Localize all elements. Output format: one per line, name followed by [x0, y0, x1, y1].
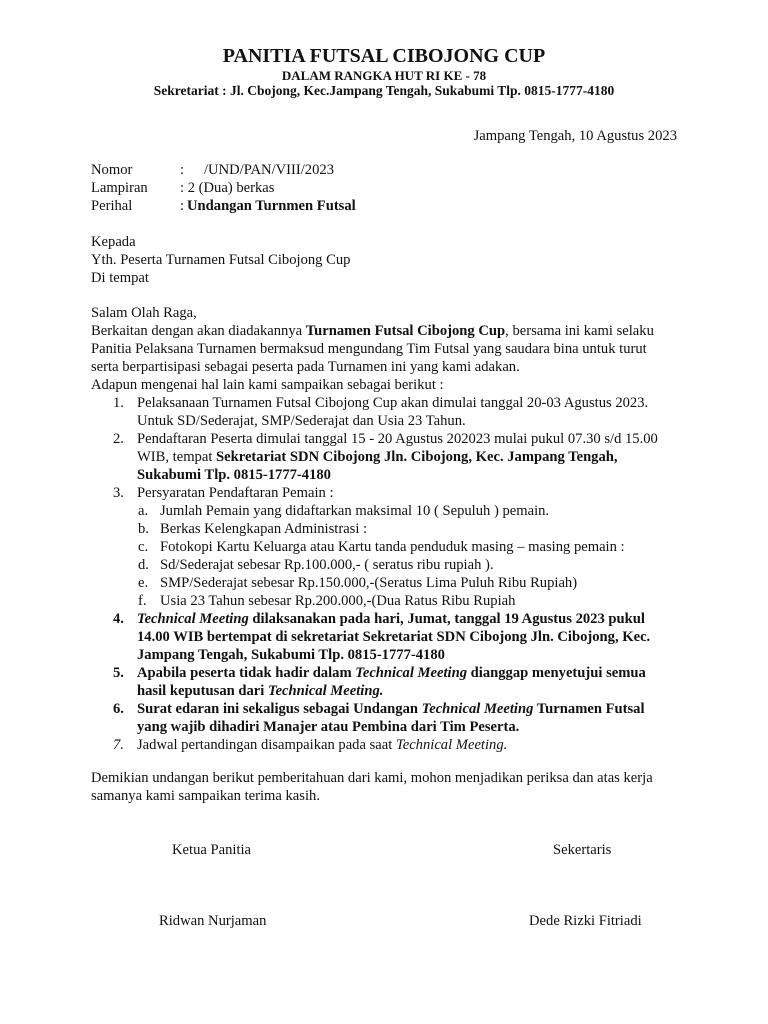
- list-item-4-text: dilaksanakan pada hari, Jumat, tanggal 19 Agustus 2023 pukul: [248, 611, 645, 627]
- signature-left-title: Ketua Panitia: [172, 842, 252, 858]
- meta-perihal-value: Undangan Turnmen Futsal: [187, 198, 356, 214]
- list-item-6-number: 6.: [113, 701, 124, 717]
- info-list: [91, 394, 691, 754]
- list-item-2-text-a: WIB, tempat: [137, 449, 217, 465]
- body-p1-line-2: Panitia Pelaksana Turnamen bermaksud mengundang Tim Futsal yang saudara bina untuk turut: [91, 341, 647, 357]
- meta-perihal-label: Perihal: [91, 198, 133, 214]
- sub-item-e-letter: e.: [138, 575, 149, 591]
- recipient-block: [91, 233, 691, 287]
- list-item-2: [91, 430, 691, 484]
- recipient-line-2: Yth. Peserta Turnamen Futsal Cibojong Cup: [91, 252, 351, 268]
- sub-item-b-text: Berkas Kelengkapan Administrasi :: [160, 521, 368, 537]
- body-p1-line-1: [91, 322, 691, 340]
- list-item-5-text-c: dianggap menyetujui semua: [467, 665, 646, 681]
- list-item-4-line-1: [137, 610, 691, 628]
- body-p2: Adapun mengenai hal lain kami sampaikan sebagai berikut :: [91, 377, 444, 393]
- list-item-5-line-1: [137, 664, 691, 682]
- sub-item-c-text: Fotokopi Kartu Keluarga atau Kartu tanda penduduk masing – masing pemain :: [160, 539, 625, 555]
- meta-lampiran-label: Lampiran: [91, 180, 148, 196]
- list-item-1-line-2: Untuk SD/Sederajat, SMP/Sederajat dan Usia 23 Tahun.: [137, 413, 466, 429]
- list-item-7-meeting-term: Technical Meeting.: [395, 737, 508, 753]
- list-item-6-text-c: Turnamen Futsal: [533, 701, 645, 717]
- sub-item-d-text: Sd/Sederajat sebesar Rp.100.000,- ( seratus ribu rupiah ).: [160, 557, 494, 573]
- list-item-5: [91, 664, 691, 700]
- list-item-6-line-2: yang wajib dihadiri Manajer atau Pembina dari Tim Peserta.: [137, 719, 520, 735]
- body-p1-line-3: serta berpartisipasi sebagai peserta pada Turnamen ini yang kami adakan.: [91, 359, 520, 375]
- sub-item-b-letter: b.: [138, 521, 149, 537]
- list-item-6: [91, 700, 691, 736]
- list-item-7-line-1: [137, 736, 691, 754]
- meta-lampiran-value: : 2 (Dua) berkas: [180, 180, 275, 196]
- letter-meta: [91, 161, 591, 215]
- list-item-2-number: 2.: [113, 431, 124, 447]
- list-item-3: [91, 484, 691, 502]
- list-item-4-number: 4.: [113, 611, 124, 627]
- sub-item-b: [91, 520, 691, 538]
- list-item-5-text-a: Apabila peserta tidak hadir dalam: [137, 665, 356, 681]
- meta-nomor-value: /UND/PAN/VIII/2023: [204, 162, 334, 178]
- list-item-2-line-3: Sukabumi Tlp. 0815-1777-4180: [137, 467, 331, 483]
- list-item-7: [91, 736, 691, 754]
- body-p1-event-name: Turnamen Futsal Cibojong Cup: [305, 323, 506, 339]
- list-item-4-meeting-term: Technical Meeting: [137, 611, 249, 627]
- list-item-2-location: Sekretariat SDN Cibojong Jln. Cibojong, Kec. Jampang Tengah,: [216, 449, 618, 465]
- sub-item-f-text: Usia 23 Tahun sebesar Rp.200.000,-(Dua Ratus Ribu Rupiah: [160, 593, 516, 609]
- closing-line-2: samanya kami sampaikan terima kasih.: [91, 788, 320, 804]
- list-item-5-meeting-term: Technical Meeting: [355, 665, 468, 681]
- list-item-2-line-2: [137, 448, 691, 466]
- list-item-5-line-2: [137, 682, 691, 700]
- letterhead-address: Sekretariat : Jl. Cbojong, Kec.Jampang Tengah, Sukabumi Tlp. 0815-1777-4180: [153, 83, 615, 98]
- list-item-6-text-a: Surat edaran ini sekaligus sebagai Undangan: [137, 701, 422, 717]
- letterhead-subtitle: DALAM RANGKA HUT RI KE - 78: [281, 68, 487, 83]
- signature-right-name: Dede Rizki Fitriadi: [529, 913, 642, 929]
- letterhead-title: PANITIA FUTSAL CIBOJONG CUP: [222, 45, 546, 67]
- sub-item-a-letter: a.: [138, 503, 149, 519]
- list-item-5-text-d: hasil keputusan dari: [137, 683, 268, 699]
- list-item-3-line-1: Persyaratan Pendaftaran Pemain :: [137, 485, 334, 501]
- list-item-1-line-1: Pelaksanaan Turnamen Futsal Cibojong Cup akan dimulai tanggal 20-03 Agustus 2023.: [137, 395, 649, 411]
- list-item-1-number: 1.: [113, 395, 124, 411]
- sub-item-d-letter: d.: [138, 557, 149, 573]
- closing-line-1: Demikian undangan berikut pemberitahuan dari kami, mohon menjadikan periksa dan atas kerja: [91, 770, 653, 786]
- body-block: [91, 304, 691, 394]
- meta-nomor-label: Nomor: [91, 162, 133, 178]
- meta-perihal: [91, 197, 591, 215]
- meta-lampiran: [91, 179, 591, 197]
- list-item-4: [91, 610, 691, 664]
- list-item-7-number: 7.: [113, 737, 124, 753]
- sub-item-a: [91, 502, 691, 520]
- list-item-5-meeting-term-2: Technical Meeting.: [268, 683, 384, 699]
- list-item-3-number: 3.: [113, 485, 124, 501]
- list-item-6-line-1: [137, 700, 691, 718]
- closing-block: [91, 769, 691, 805]
- list-item-1: [91, 394, 691, 430]
- sub-item-f-letter: f.: [138, 593, 147, 609]
- sub-item-a-text: Jumlah Pemain yang didaftarkan maksimal 10 ( Sepuluh ) pemain.: [160, 503, 550, 519]
- body-p1-text-a: Berkaitan dengan akan diadakannya: [91, 323, 306, 339]
- meta-nomor: [91, 161, 591, 179]
- meta-perihal-sep: :: [180, 198, 185, 214]
- sub-item-c: [91, 538, 691, 556]
- sub-item-e-text: SMP/Sederajat sebesar Rp.150.000,-(Seratus Lima Puluh Ribu Rupiah): [160, 575, 578, 591]
- letter-date: Jampang Tengah, 10 Agustus 2023: [473, 128, 677, 144]
- signature-left-name: Ridwan Nurjaman: [159, 913, 267, 929]
- meta-nomor-sep: :: [180, 162, 185, 178]
- body-p1-text-c: , bersama ini kami selaku: [505, 323, 654, 339]
- greeting: Salam Olah Raga,: [91, 305, 197, 321]
- list-item-6-meeting-term: Technical Meeting: [421, 701, 534, 717]
- sub-item-d: [91, 556, 691, 574]
- list-item-5-number: 5.: [113, 665, 124, 681]
- sub-item-c-letter: c.: [138, 539, 149, 555]
- recipient-line-3: Di tempat: [91, 270, 149, 286]
- sub-item-e: [91, 574, 691, 592]
- signature-right-title: Sekertaris: [553, 842, 612, 858]
- recipient-line-1: Kepada: [91, 234, 136, 250]
- list-item-2-line-1: Pendaftaran Peserta dimulai tanggal 15 - 20 Agustus 202023 mulai pukul 07.30 s/d 15.00: [137, 431, 658, 447]
- list-item-4-line-3: Jampang Tengah, Sukabumi Tlp. 0815-1777-4180: [137, 647, 445, 663]
- list-item-4-line-2: 14.00 WIB bertempat di sekretariat Sekretariat SDN Cibojong Jln. Cibojong, Kec.: [137, 629, 651, 645]
- list-item-7-text-a: Jadwal pertandingan disampaikan pada saat: [137, 737, 396, 753]
- sub-item-f: [91, 592, 691, 610]
